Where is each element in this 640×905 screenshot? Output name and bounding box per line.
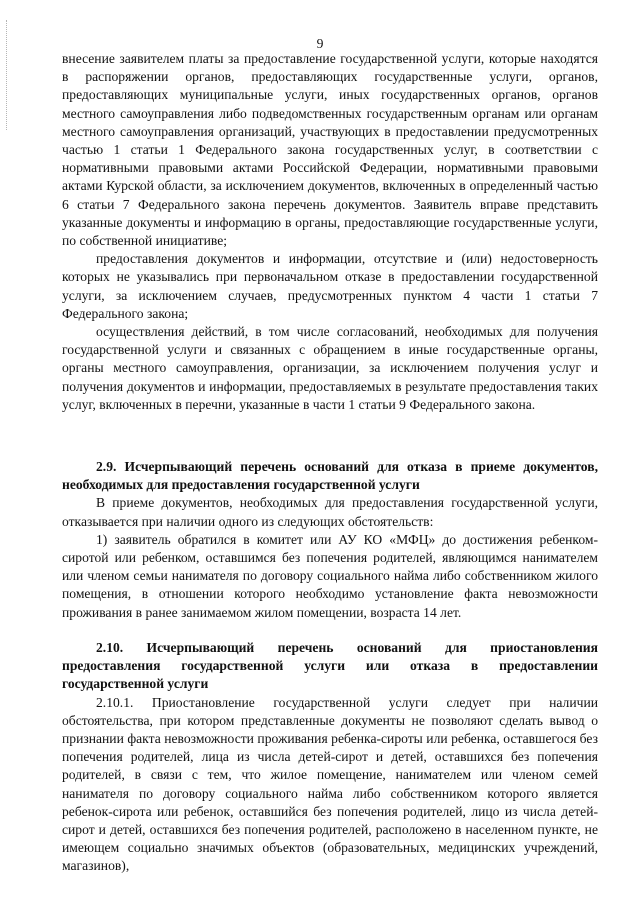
paragraph: предоставления документов и информации, отсутствие и (или) недостоверность которых не указывались при первоначальном отказе в предоставлении государственной услуги, за исключением случаев, предусмотренных пунктом 4 части 1 статьи 7 Федерального закона; (62, 251, 598, 321)
section-2-10 (62, 639, 598, 876)
paragraph: 2.10.1. Приостановление государственной услуги следует при наличии обстоятельства, при котором представленные документы не позволяют сделать вывод о признании факта невозможности проживания ребенка-сироты или ребенка, оставшегося без попечения родителей, лица из числа детей-сирот и детей, оставшихся без попечения родителей, в связи с тем, что жилое помещение, нанимателем или членом семей нанимателя по договору социального найма либо собственником которого является ребенок-сирота или ребенок, оставшийся без попечения родителей, лицо из числа детей-сирот и детей, оставшихся без попечения родителей, расположено в населенном пункте, не имеющем социально значимых объектов (образовательных, медицинских учреждений, магазинов), (62, 694, 598, 874)
intro-text (62, 50, 598, 414)
paragraph: В приеме документов, необходимых для предоставления государственной услуги, отказывается при наличии одного из следующих обстоятельств: (62, 495, 598, 529)
section-2-9 (62, 458, 598, 622)
paragraph: осуществления действий, в том числе согласований, необходимых для получения государственной услуги и связанных с обращением в иные государственные органы, органы местного самоуправления, организации, за исключением получения услуг и получения документов и информации, предоставляемых в результате предоставления таких услуг, включенных в перечни, указанные в части 1 статьи 9 Федерального закона. (62, 324, 598, 412)
paragraph: внесение заявителем платы за предоставление государственной услуги, которые находятся в распоряжении органов, предоставляющих государственные услуги, органов, предоставляющих муниципальные услуги, иных государственных органов, органов местного самоуправления либо подведомственных государственным органам или органам местного самоуправления организаций, участвующих в предоставлении предусмотренных частью 1 статьи 1 Федерального закона государственных услуг, в соответствии с нормативными правовыми актами Российской Федерации, нормативными правовыми актами Курской области, за исключением документов, включенных в определенный частью 6 статьи 7 Федерального закона перечень документов. Заявитель вправе представить указанные документы и информацию в органы, предоставляющие государственные услуги, по собственной инициативе; (62, 51, 598, 249)
page-number: 9 (316, 36, 324, 51)
section-heading: 2.9. Исчерпывающий перечень оснований для отказа в приеме документов, необходимых для предоставления государственной услуги (62, 459, 598, 493)
section-heading: 2.10. Исчерпывающий перечень оснований для приостановления предоставления государственной услуги или отказа в предоставлении государственной услуги (62, 640, 598, 692)
paragraph: 1) заявитель обратился в комитет или АУ КО «МФЦ» до достижения ребенком-сиротой или ребенком, оставшимся без попечения родителей, являющимся нанимателем или членом семьи нанимателя по договору социального найма либо собственником жилого помещения, в отношении которого необходимо установление факта невозможности проживания в ранее занимаемом жилом помещении, возраста 14 лет. (62, 531, 598, 620)
